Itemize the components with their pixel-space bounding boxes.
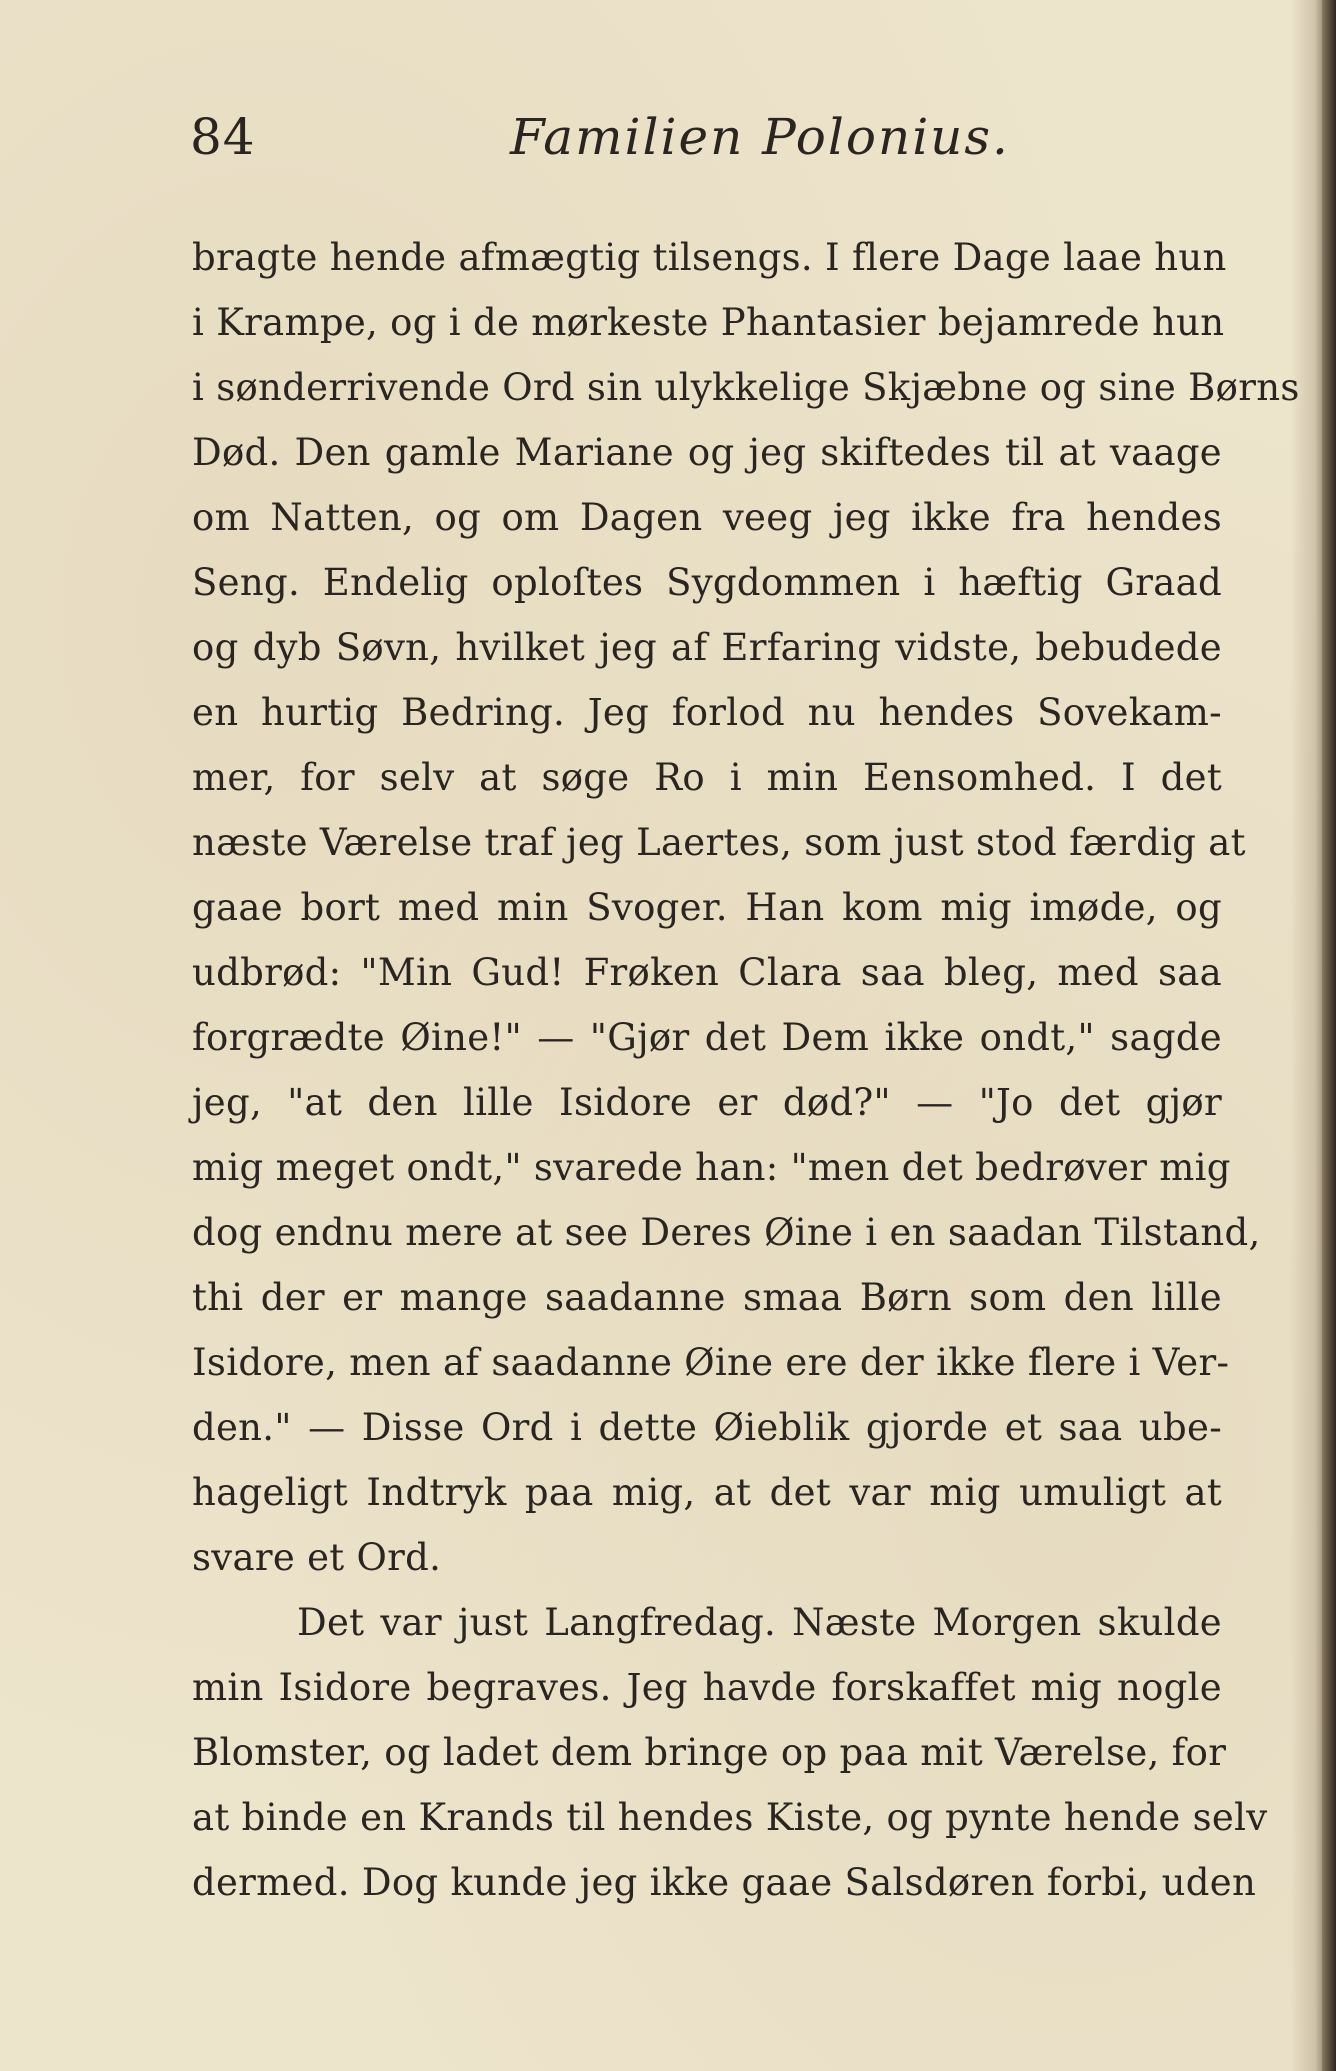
- text-line: hageligt Indtryk paa mig, at det var mig umuligt at: [192, 1471, 1222, 1514]
- text-line: Død. Den gamle Mariane og jeg skiftedes til at vaage: [192, 431, 1222, 474]
- text-line: en hurtig Bedring. Jeg forlod nu hendes Sovekam-: [192, 691, 1222, 734]
- text-line: om Natten, og om Dagen veeg jeg ikke fra hendes: [192, 496, 1222, 539]
- text-line: jeg, "at den lille Isidore er død?" — "Jo det gjør: [192, 1081, 1222, 1124]
- text-line: Det var just Langfredag. Næste Morgen skulde: [297, 1601, 1222, 1644]
- text-line: Seng. Endelig oploſtes Sygdommen i hæftig Graad: [192, 561, 1222, 604]
- text-line: thi der er mange saadanne smaa Børn som den lille: [192, 1276, 1222, 1319]
- text-line: dermed. Dog kunde jeg ikke gaae Salsdøren forbi, uden: [192, 1861, 1257, 1904]
- book-spine-shadow: [1322, 0, 1336, 2071]
- page-header: [190, 108, 1230, 188]
- text-line: Isidore, men af saadanne Øine ere der ikke flere i Ver-: [192, 1341, 1230, 1384]
- text-line: svare et Ord.: [192, 1536, 442, 1579]
- text-line: udbrød: "Min Gud! Frøken Clara saa bleg, med saa: [192, 951, 1222, 994]
- text-line: i Krampe, og i de mørkeste Phantasier bejamrede hun: [192, 301, 1225, 344]
- text-line: mer, for selv at søge Ro i min Eensomhed. I det: [192, 756, 1222, 799]
- running-title: Familien Polonius.: [510, 108, 1010, 166]
- text-line: at binde en Krands til hendes Kiste, og pynte hende selv: [192, 1796, 1268, 1839]
- text-line: min Isidore begraves. Jeg havde forskaffet mig nogle: [192, 1666, 1222, 1709]
- text-line: i sønderrivende Ord sin ulykkelige Skjæbne og sine Børns: [192, 366, 1300, 409]
- text-line: næste Værelse traf jeg Laertes, som just stod færdig at: [192, 821, 1246, 864]
- text-line: gaae bort med min Svoger. Han kom mig imøde, og: [192, 886, 1222, 929]
- text-line: Blomster, og ladet dem bringe op paa mit Værelse, for: [192, 1731, 1227, 1774]
- text-line: mig meget ondt," svarede han: "men det bedrøver mig: [192, 1146, 1231, 1189]
- page-number: 84: [190, 108, 256, 166]
- text-line: den." — Disse Ord i dette Øieblik gjorde et saa ube-: [192, 1406, 1222, 1449]
- text-line: dog endnu mere at see Deres Øine i en saadan Tilstand,: [192, 1211, 1261, 1254]
- body-text: [192, 225, 1300, 1915]
- text-line: og dyb Søvn, hvilket jeg af Erfaring vidste, bebudede: [192, 626, 1222, 669]
- text-line: bragte hende afmægtig tilsengs. I flere Dage laae hun: [192, 236, 1227, 279]
- text-line: forgrædte Øine!" — "Gjør det Dem ikke ondt," sagde: [192, 1016, 1222, 1059]
